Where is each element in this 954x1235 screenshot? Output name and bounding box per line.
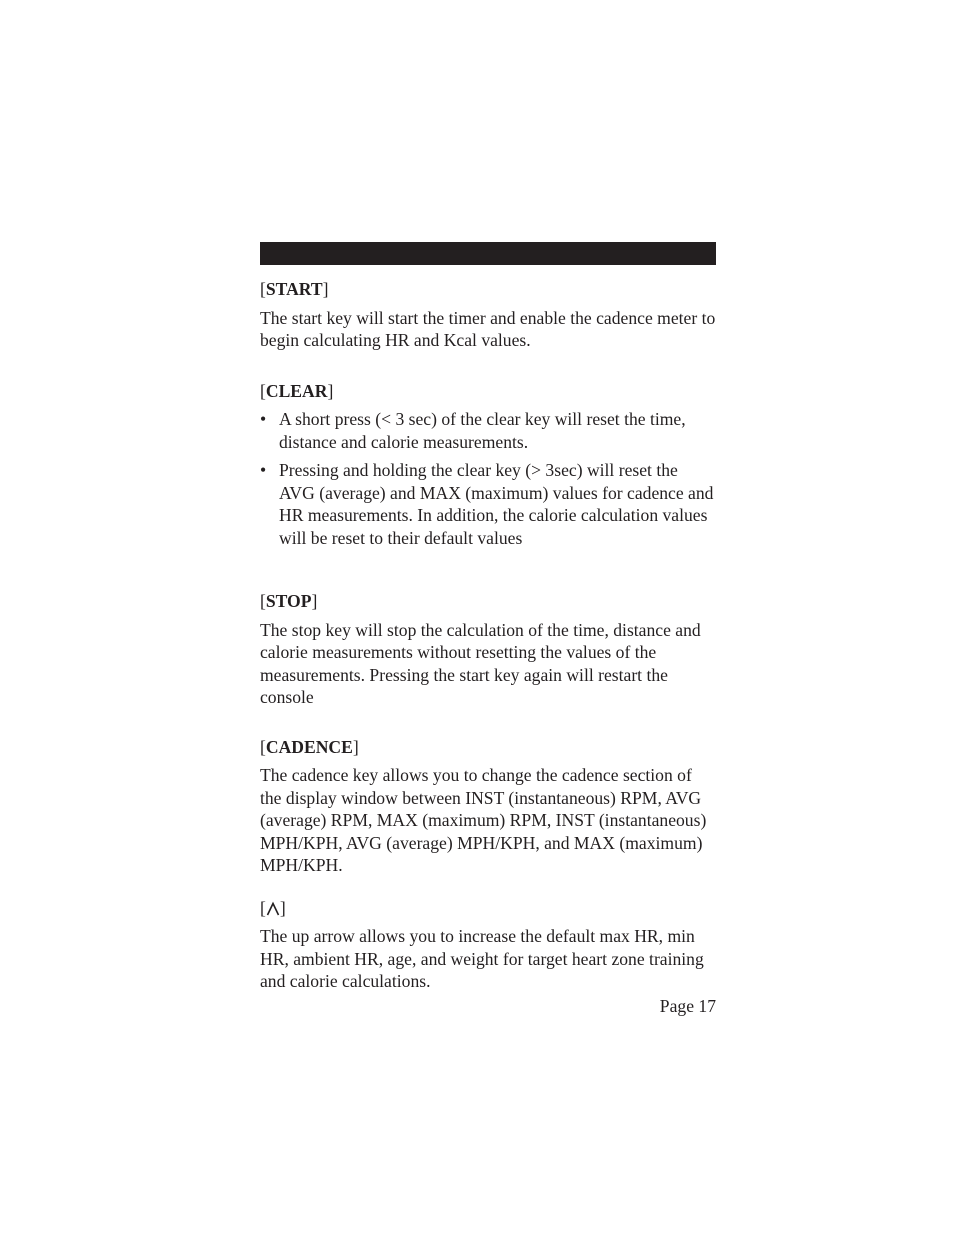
stop-heading <box>260 590 716 613</box>
list-item-text: A short press (< 3 sec) of the clear key will reset the time, distance and calorie measurements. <box>279 409 686 452</box>
page-content <box>260 278 716 993</box>
bracket-close: ] <box>322 279 329 299</box>
stop-description: The stop key will stop the calculation of the time, distance and calorie measurements without resetting the values of the measurements. Pressing the start key again will restart the console <box>260 619 701 707</box>
clear-key-label: CLEAR <box>265 380 328 401</box>
clear-heading <box>260 380 716 403</box>
bracket-open: [ <box>260 897 266 918</box>
bullet-icon: • <box>260 409 267 429</box>
list-item <box>260 408 716 453</box>
page-number: Page 17 <box>659 996 716 1016</box>
start-key-label: START <box>265 279 323 299</box>
bracket-close: ] <box>311 591 318 611</box>
bracket-close: ] <box>279 897 286 918</box>
bracket-open: [ <box>260 736 266 757</box>
header-bar <box>260 242 716 265</box>
cadence-description: The cadence key allows you to change the cadence section of the display window between INST (instantaneous) RPM, AVG (average) RPM, MAX (maximum) RPM, INST (instantaneous) MPH/KPH, AVG (average) MPH/KPH, and MAX (maximum) MPH/KPH. <box>260 765 707 875</box>
cadence-key-label: CADENCE <box>265 736 353 757</box>
start-heading <box>260 278 716 301</box>
cadence-heading <box>260 736 716 759</box>
bracket-close: ] <box>352 736 359 757</box>
up-arrow-heading <box>260 897 716 920</box>
list-item-text: Pressing and holding the clear key (> 3sec) will reset the AVG (average) and MAX (maximum) values for cadence and HR measurements. In addition, the calorie calculation values will be reset to their default values <box>279 460 714 548</box>
clear-bullet-list <box>260 408 716 549</box>
bracket-open: [ <box>260 591 266 611</box>
up-arrow-icon <box>266 898 280 918</box>
list-item <box>260 459 716 549</box>
bracket-close: ] <box>327 380 334 401</box>
bullet-icon: • <box>260 460 267 480</box>
stop-key-label: STOP <box>265 591 312 611</box>
start-description: The start key will start the timer and enable the cadence meter to begin calculating HR and Kcal values. <box>260 307 716 350</box>
up-arrow-description: The up arrow allows you to increase the default max HR, min HR, ambient HR, age, and weight for target heart zone training and calorie calculations. <box>260 926 704 991</box>
bracket-open: [ <box>260 279 266 299</box>
bracket-open: [ <box>260 380 266 401</box>
